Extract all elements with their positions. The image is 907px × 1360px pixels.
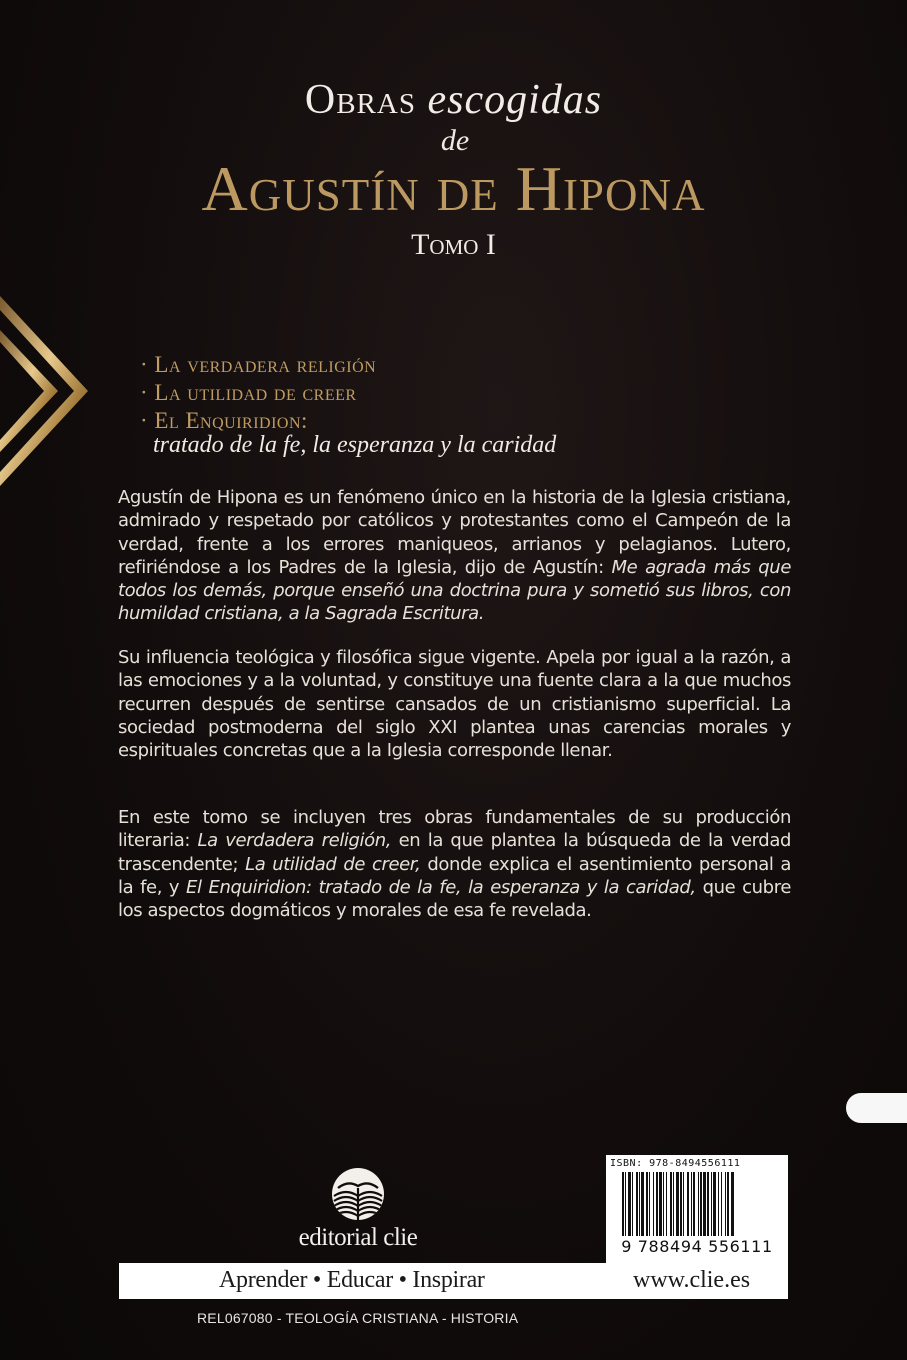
p3-part-f: El Enquiridion: tratado de la fe, la esperanza y la caridad, [186, 876, 696, 898]
paragraph-1-text: Agustín de Hipona es un fenómeno único en la historia de la Iglesia cristiana, admirado y respetado por católicos y protestantes como el Campeón de la verdad, frente a los errores maniqueos, arrianos y pelagianos. Lutero, refiriéndose a los Padres de la Iglesia, dijo de Agustín: [118, 487, 791, 578]
barcode-bar [680, 1172, 682, 1236]
work-title-1: · La verdadera religión [140, 352, 377, 377]
barcode-bar [639, 1172, 640, 1236]
p3-part-e: donde explica el asentimiento personal a la fe, y [118, 853, 791, 898]
barcode-bar [653, 1172, 654, 1236]
barcode-bar [670, 1172, 672, 1236]
description-paragraph-1 [118, 486, 791, 626]
volume-label: Tomo I [411, 228, 496, 261]
p3-part-g: que cubre los aspectos dogmáticos y morales de esa fe revelada. [118, 876, 791, 922]
p3-part-a: En este tomo se incluyen tres obras fundamentales de su producción literaria: [118, 807, 791, 852]
isbn-label: ISBN: 978-8494556111 [610, 1158, 741, 1169]
gold-chevron-ornament-icon [0, 296, 95, 486]
barcode-bar [666, 1172, 667, 1236]
barcode-bar [673, 1172, 674, 1236]
category-code: REL067080 - TEOLOGÍA CRISTIANA - HISTORIA [197, 1310, 519, 1326]
barcode-bar [691, 1172, 692, 1236]
isbn-digits: 9 788494 556111 [621, 1237, 773, 1256]
paragraph-1-quote: Me agrada más que todos los demás, porque enseñó una doctrina pura y sometió sus libros, con humildad cristiana, a la Sagrada Escritura. [118, 556, 791, 625]
author-name: Agustín de Hipona [201, 153, 706, 224]
work-title-3: · El Enquiridion: [140, 408, 308, 433]
barcode-bar [663, 1172, 664, 1236]
barcode-bars [622, 1172, 782, 1236]
barcode-bar [683, 1172, 684, 1236]
barcode-bar [625, 1172, 626, 1236]
barcode-bar [700, 1172, 702, 1236]
barcode-bar [646, 1172, 648, 1236]
barcode-bar [731, 1172, 734, 1236]
p3-part-d: La utilidad de creer, [245, 853, 421, 875]
barcode-bar [656, 1172, 658, 1236]
publisher-slogan: Aprender • Educar • Inspirar [219, 1267, 485, 1293]
work-title-3-subtitle: tratado de la fe, la esperanza y la caridad [153, 432, 557, 458]
barcode-bar [698, 1172, 699, 1236]
barcode-bar [703, 1172, 706, 1236]
title-italic: escogidas [427, 77, 603, 123]
barcode-bar [718, 1172, 719, 1236]
barcode-bar [707, 1172, 709, 1236]
barcode-bar [727, 1172, 729, 1236]
title-de: de [440, 124, 470, 157]
barcode-bar [721, 1172, 722, 1236]
barcode-bar [676, 1172, 679, 1236]
slogan-band [119, 1263, 788, 1299]
barcode-bar [649, 1172, 650, 1236]
description-paragraph-3 [118, 806, 791, 922]
barcode-bar [687, 1172, 689, 1236]
work-title-2: · La utilidad de creer [140, 380, 357, 405]
barcode-bar [659, 1172, 662, 1236]
publisher-name: editorial clie [298, 1224, 418, 1251]
barcode-bar [628, 1172, 631, 1236]
barcode-bar [622, 1172, 624, 1236]
description-paragraph-2: Su influencia teológica y filosófica sigue vigente. Apela por igual a la razón, a las emociones y a la voluntad, y constituye una fuente clara a la que muchos recurren después de sentirse cansados de un cristianismo superficial. La sociedad postmoderna del siglo XXI plantea unas carencias morales y espirituales concretas que a la Iglesia corresponde llenar. [118, 647, 791, 762]
isbn-barcode [606, 1155, 788, 1263]
p3-part-c: en la que plantea la búsqueda de la verdad trascendente; [118, 830, 791, 875]
open-book-globe-icon [330, 1166, 386, 1222]
title-line-1 [0, 76, 907, 124]
barcode-bar [636, 1172, 638, 1236]
barcode-bar [641, 1172, 644, 1236]
barcode-bar [725, 1172, 726, 1236]
title-main: Obras [304, 77, 416, 123]
edge-tab [846, 1093, 907, 1123]
p3-part-b: La verdadera religión, [197, 830, 392, 852]
barcode-bar [711, 1172, 712, 1236]
barcode-bar [632, 1172, 633, 1236]
barcode-bar [693, 1172, 695, 1236]
barcode-bar [713, 1172, 716, 1236]
publisher-url: www.clie.es [633, 1267, 751, 1293]
